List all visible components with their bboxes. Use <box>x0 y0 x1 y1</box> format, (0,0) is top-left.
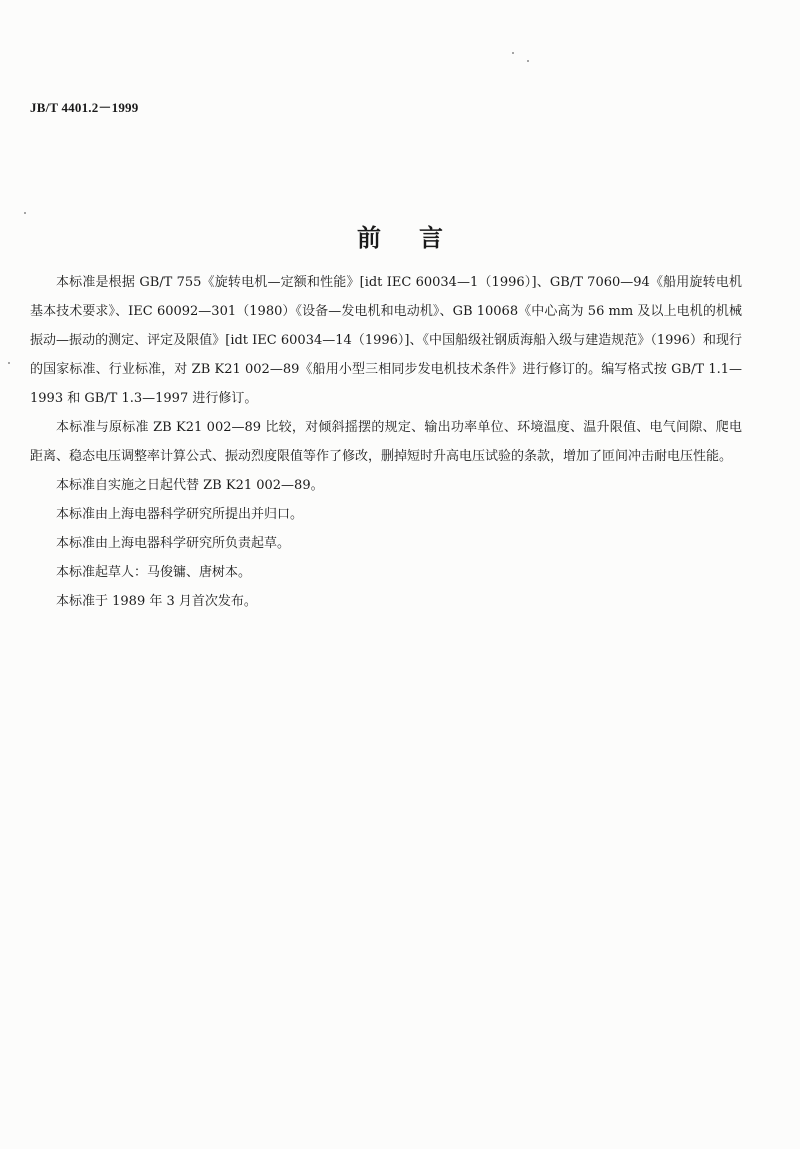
standard-code: JB/T 4401.2－1999 <box>30 100 139 115</box>
scan-speck <box>8 362 10 364</box>
statement-line: 本标准自实施之日起代替 ZB K21 002—89。 <box>56 478 324 493</box>
scan-speck <box>512 52 514 54</box>
paragraph: 本标准是根据 GB/T 755《旋转电机—定额和性能》[idt IEC 60034—1（1996）]、GB/T 7060—94《船用旋转电机基本技术要求》、IEC 60092—301（1980）《设备—发电机和电动机》、GB 10068《中心高为 56 mm 及以上电机的机械振动—振动的测定、评定及限值》[idt IEC 60034—14（1996）]、《中国船级社钢质海船入级与建造规范》（1996）和现行的国家标准、行业标准，对 ZB K21 002—89《船用小型三相同步发电机技术条件》进行修订的。编写格式按 GB/T 1.1—1993 和 GB/T 1.3—1997 进行修订。 <box>30 275 742 406</box>
paragraph: 本标准与原标准 ZB K21 002—89 比较，对倾斜摇摆的规定、输出功率单位、环境温度、温升限值、电气间隙、爬电距离、稳态电压调整率计算公式、振动烈度限值等作了修改，删掉短时升高电压试验的条款，增加了匝间冲击耐电压性能。 <box>30 420 742 464</box>
scan-speck <box>24 212 26 214</box>
page-title: 前言 <box>357 224 481 252</box>
document-body <box>30 268 742 616</box>
statement-line: 本标准于 1989 年 3 月首次发布。 <box>56 594 257 609</box>
statement-line: 本标准由上海电器科学研究所提出并归口。 <box>56 507 304 522</box>
statement-line: 本标准由上海电器科学研究所负责起草。 <box>56 536 291 551</box>
statement-line: 本标准起草人：马俊镛、唐树本。 <box>56 565 252 580</box>
scan-speck <box>527 60 529 62</box>
